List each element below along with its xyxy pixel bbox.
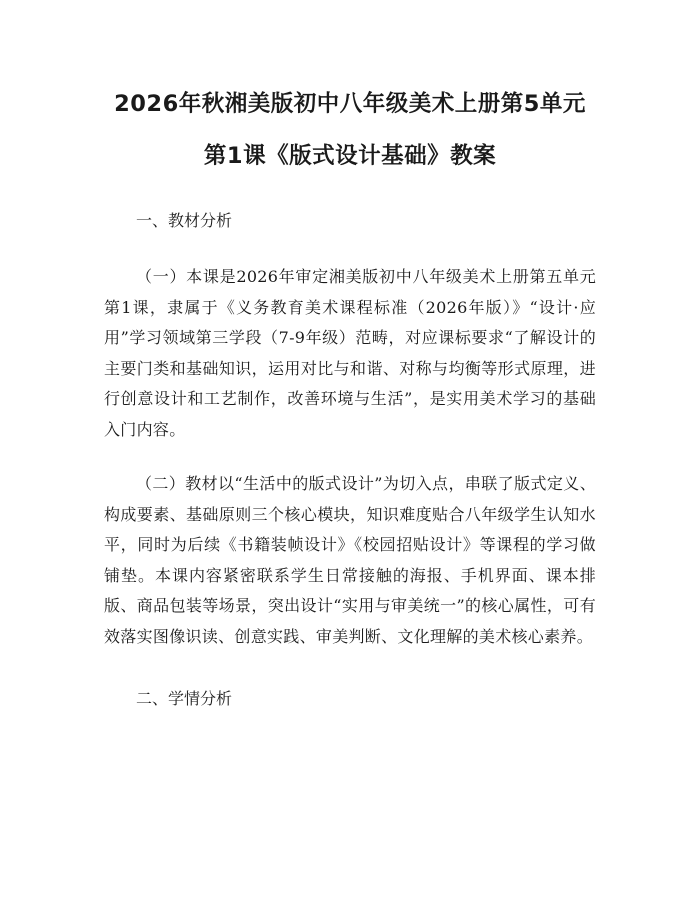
section-heading-textbook-analysis: 一、教材分析 <box>136 211 233 230</box>
paragraph-textbook-analysis-1: （一）本课是2026年审定湘美版初中八年级美术上册第五单元第1课，隶属于《义务教育美术课程标准（2026年版）》“设计·应用”学习领域第三学段（7-9年级）范畴，对应课标要求“了解设计的主要门类和基础知识，运用对比与和谐、对称与均衡等形式原理，进行创意设计和工艺制作，改善环境与生活”，是实用美术学习的基础入门内容。 <box>104 267 596 439</box>
section-heading-student-analysis: 二、学情分析 <box>136 689 233 708</box>
paragraph-textbook-analysis-2: （二）教材以“生活中的版式设计”为切入点，串联了版式定义、构成要素、基础原则三个核心模块，知识难度贴合八年级学生认知水平，同时为后续《书籍装帧设计》《校园招贴设计》等课程的学习做铺垫。本课内容紧密联系学生日常接触的海报、手机界面、课本排版、商品包装等场景，突出设计“实用与审美统一”的核心属性，可有效落实图像识读、创意实践、审美判断、文化理解的美术核心素养。 <box>104 474 596 646</box>
document-title: 2026年秋湘美版初中八年级美术上册第5单元第1课《版式设计基础》教案 <box>114 91 586 169</box>
